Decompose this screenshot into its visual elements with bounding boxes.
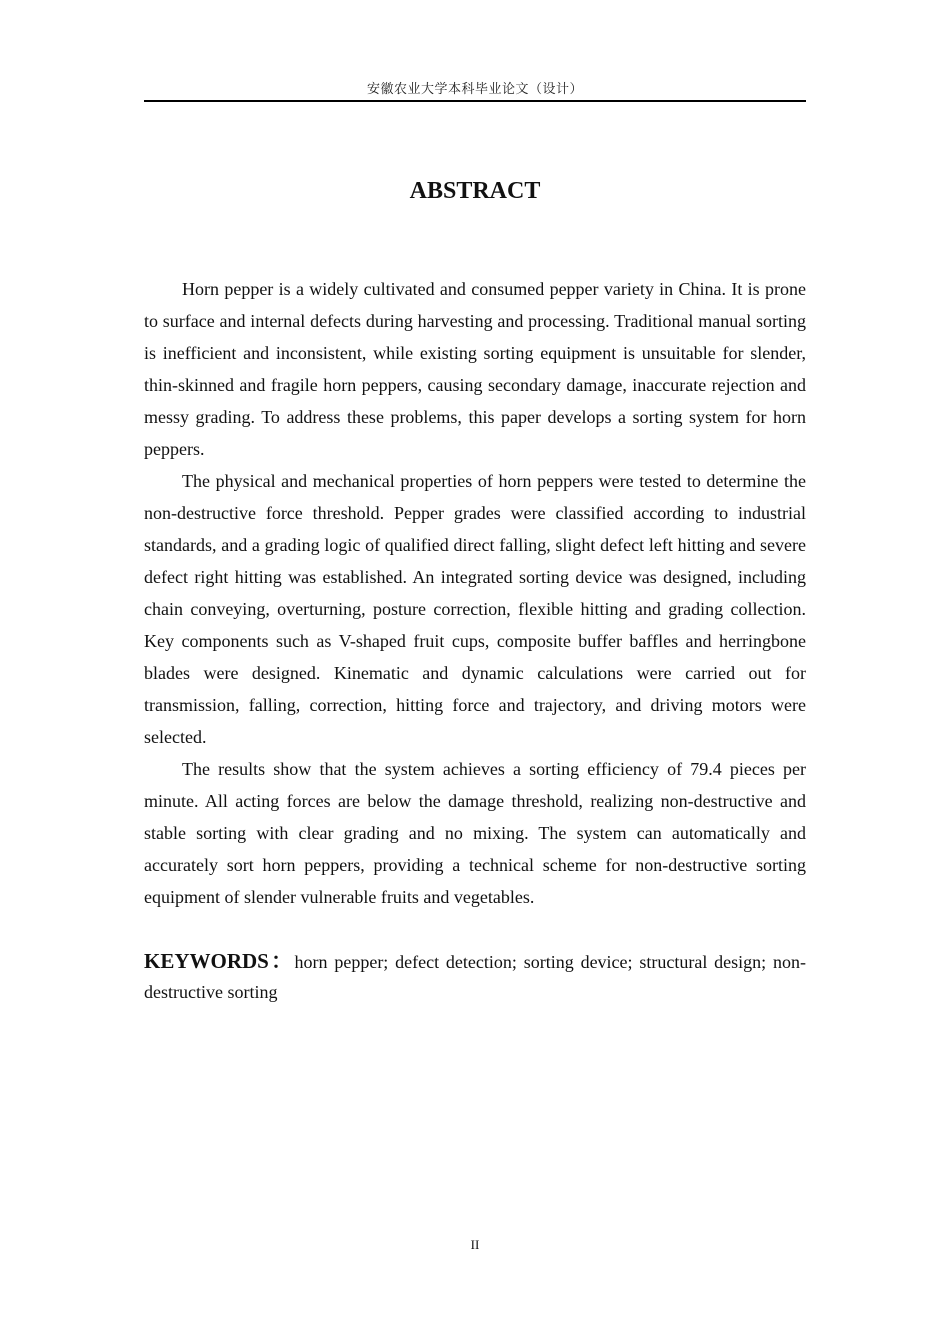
- keywords-list: horn pepper; defect detection; sorting device; structural design; non-destructive sorting: [144, 952, 806, 1002]
- abstract-body: [144, 273, 806, 913]
- abstract-paragraph-2: The physical and mechanical properties of horn peppers were tested to determine the non-destructive force threshold. Pepper grades were classified according to industrial standards, and a grading logic of qualified direct falling, slight defect left hitting and severe defect right hitting was established. An integrated sorting device was designed, including chain conveying, overturning, posture correction, flexible hitting and grading collection. Key components such as V-shaped fruit cups, composite buffer baffles and herringbone blades were designed. Kinematic and dynamic calculations were carried out for transmission, falling, correction, hitting force and trajectory, and driving motors were selected.: [144, 471, 806, 747]
- abstract-paragraph-1: Horn pepper is a widely cultivated and consumed pepper variety in China. It is prone to surface and internal defects during harvesting and processing. Traditional manual sorting is inefficient and inconsistent, while existing sorting equipment is unsuitable for slender, thin-skinned and fragile horn peppers, causing secondary damage, inaccurate rejection and messy grading. To address these problems, this paper develops a sorting system for horn peppers.: [144, 279, 806, 459]
- page-number: II: [470, 1237, 480, 1252]
- abstract-title: ABSTRACT: [409, 178, 541, 204]
- keywords-block: [144, 946, 806, 1007]
- running-header: 安徽农业大学本科毕业论文（设计）: [366, 81, 583, 96]
- abstract-paragraph-3: The results show that the system achieves a sorting efficiency of 79.4 pieces per minute. All acting forces are below the damage threshold, realizing non-destructive and stable sorting with clear grading and no mixing. The system can automatically and accurately sort horn peppers, providing a technical scheme for non-destructive sorting equipment of slender vulnerable fruits and vegetables.: [144, 759, 806, 907]
- header-rule: [144, 100, 806, 102]
- keywords-label: KEYWORDS：: [144, 949, 295, 973]
